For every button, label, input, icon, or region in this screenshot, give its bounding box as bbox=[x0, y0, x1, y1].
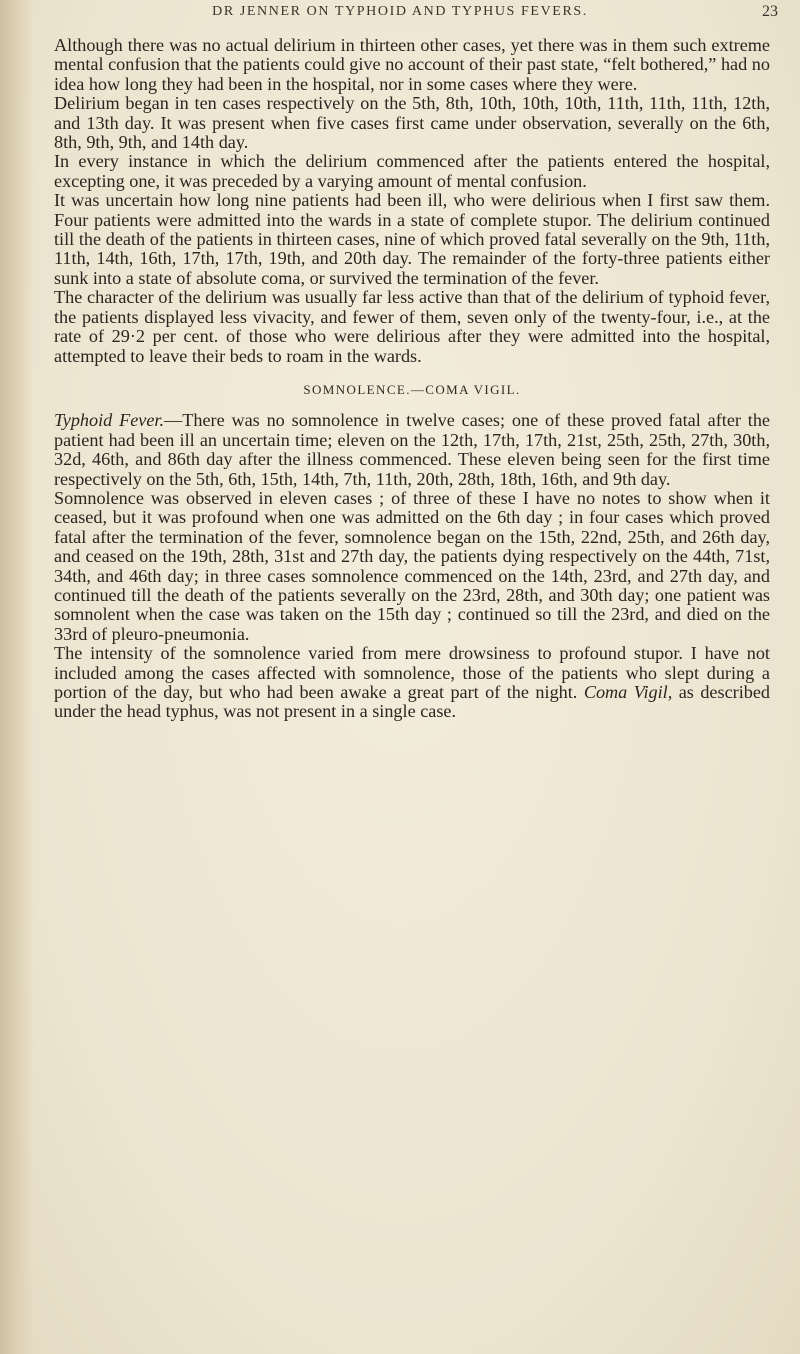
paragraph: Somnolence was observed in eleven cases ; of three of these I have no notes to show when it ceased, but it was profound when one was admitted on the 6th day ; in four cases which proved fatal after the termination of the fever, somnolence began on the 15th, 22nd, 25th, and 26th day, and ceased on the 19th, 28th, 31st and 27th day, the patients dying respectively on the 44th, 71st, 34th, and 46th day; in three cases somnolence commenced on the 14th, 23rd, and 27th day, and continued till the death of the patients severally on the 23rd, 28th, and 30th day; one patient was somnolent when the case was taken on the 15th day ; continued so till the 23rd, and died on the 33rd of pleuro-pneumonia. bbox=[54, 487, 770, 644]
body-text bbox=[54, 36, 770, 722]
page-header bbox=[0, 0, 800, 32]
paragraph-intensity bbox=[54, 644, 770, 722]
running-head: DR JENNER ON TYPHOID AND TYPHUS FEVERS. bbox=[212, 4, 588, 19]
typhoid-fever-lead: Typhoid Fever. bbox=[54, 410, 165, 431]
paragraph: The character of the delirium was usually far less active than that of the delirium of typhoid fever, the patients displayed less vivacity, and fewer of them, seven only of the twenty-four, i.e., at the rate of 29·2 per cent. of those who were delirious after they were admitted into the hospital, attempted to leave their beds to roam in the wards. bbox=[54, 287, 770, 366]
intensity-text-end: as described under the head typhus, was not present in a single case. bbox=[54, 682, 771, 722]
paragraph: Although there was no actual delirium in thirteen other cases, yet there was in them such extreme mental confusion that the patients could give no account of their past state, “felt bothered,” had no idea how long they had been in the hospital, nor in some cases where they were. bbox=[54, 35, 770, 94]
paragraph: Delirium began in ten cases respectively on the 5th, 8th, 10th, 10th, 10th, 11th, 11th, 11th, 12th, and 13th day. It was present when five cases first came under observation, severally on the 6th, 8th, 9th, 9th, and 14th day. bbox=[54, 93, 770, 153]
coma-vigil-term: Coma Vigil, bbox=[583, 682, 673, 702]
page-number: 23 bbox=[762, 3, 778, 20]
section-heading: SOMNOLENCE.—COMA VIGIL. bbox=[303, 381, 521, 397]
paragraph: In every instance in which the delirium commenced after the patients entered the hospital, excepting one, it was preceded by a varying amount of mental confusion. bbox=[54, 151, 770, 191]
paragraph-typhoid-fever bbox=[54, 411, 770, 489]
paragraph: It was uncertain how long nine patients had been ill, who were delirious when I first saw them. Four patients were admitted into the wards in a state of complete stupor. The delirium continued till the death of the patients in thirteen cases, nine of which proved fatal severally on the 9th, 11th, 11th, 14th, 16th, 17th, 17th, 19th, and 20th day. The remainder of the forty-three patients either sunk into a state of absolute coma, or survived the termination of the fever. bbox=[54, 190, 770, 288]
typhoid-fever-text: —There was no somnolence in twelve cases; one of these proved fatal after the patient had been ill an uncertain time; eleven on the 12th, 17th, 17th, 21st, 25th, 25th, 27th, 30th, 32d, 46th, and 86th day after the illness commenced. These eleven being seen for the first time respectively on the 5th, 6th, 15th, 14th, 7th, 11th, 20th, 28th, 18th, 16th, and 9th day. bbox=[54, 410, 771, 489]
intensity-text: The intensity of the somnolence varied from mere drowsiness to profound stupor. I have not included among the cases affected with somnolence, those of the patients who slept during a portion of the day, but who had been awake a great part of the night. bbox=[54, 643, 770, 702]
